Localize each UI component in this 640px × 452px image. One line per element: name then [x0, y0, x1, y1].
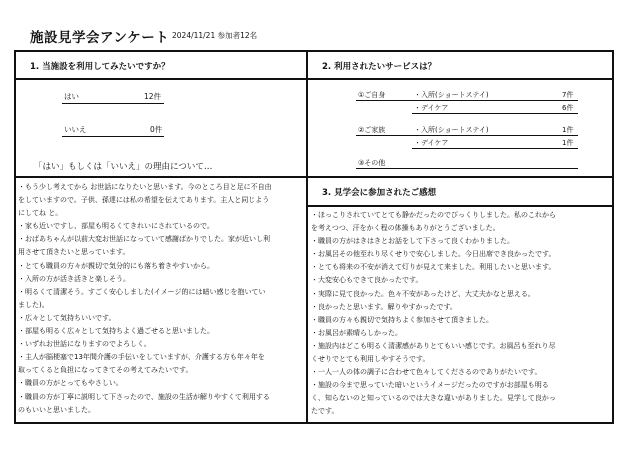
q3-line: ・とても将来の不安が消えて灯りが見えて来ました。利用したいと思います。: [311, 263, 556, 272]
reason-line: 用させて頂きたいと思っています。: [18, 248, 130, 257]
q3-line: く、知らないのと知っているのでは大きな違いがありました。見学して良かっ: [311, 394, 556, 403]
reason-line: ・もう少し考えてから お世話になりたいと思います。今のところ目と足に不自由: [18, 183, 272, 191]
reason-line: 取ってくると負担になってきてその考えてみたいです。: [18, 366, 193, 375]
reason-title: 「はい」もしくは「いいえ」の理由について…: [34, 162, 213, 172]
q3-title-divider: [306, 205, 614, 207]
q3-line: くせりでとても利用しやすそうです。: [311, 355, 430, 364]
reason-line: をしていますので。子供、孫達には私の希望を伝えてあります。主人と同じよう: [18, 196, 270, 205]
reason-line: ・家も近いですし、部屋も明るくてきれいにされているので。: [18, 222, 214, 231]
q2-item-count: 1件: [562, 126, 574, 134]
q2-underline: [412, 148, 578, 149]
reason-line: ・職員の方がとってもやさしい。: [18, 379, 123, 388]
q3-top-divider: [306, 176, 614, 178]
reason-line: ました)。: [18, 300, 49, 309]
reason-top-divider: [14, 176, 308, 178]
q2-item-count: 1件: [562, 139, 574, 147]
q3-line: ・良かったと思います。解りやすかったです。: [311, 302, 457, 311]
reason-line: ・部屋も明るく広々として気持ちよく過ごせると思いました。: [18, 327, 214, 336]
q2-title: 2. 利用されたいサービスは？: [322, 62, 437, 72]
q1-underline: [62, 103, 164, 104]
q3-line: たです。: [311, 407, 339, 416]
q2-underline: [356, 100, 578, 101]
q3-line: ・職員の方々も親切で気持ちよく参加させて頂きました。: [311, 315, 493, 324]
q1-option-count: 0件: [150, 125, 163, 134]
q3-line: を考えつつ、汗をかく程の体操もありがとうございました。: [311, 224, 500, 233]
q3-line: ・施設内はどこも明るく清潔感がありとてもいい感じです。お風呂も至れり尽: [311, 341, 556, 350]
q2-underline: [412, 113, 578, 114]
reason-line: ・広々として気持ちいいです。: [18, 313, 116, 322]
header-divider: [14, 78, 614, 80]
reason-line: ・いずれお世話になりますのでよろしく。: [18, 340, 151, 349]
q2-group-label: ①ご自身: [358, 91, 386, 99]
q2-item-name: ・入所(ショートステイ): [414, 91, 489, 99]
q2-group-label: ②ご家族: [358, 126, 386, 134]
reason-line: のもいいと思いました。: [18, 405, 95, 414]
reason-line: ・明るくて清潔そう。すごく安心しました(イメージ的には暗い感じを抱いてい: [18, 287, 266, 296]
q3-line: ・ほっこりされていてとても静かだったのでびっくりしました。私のこれから: [311, 211, 556, 219]
q1-title: 1. 当施設を利用してみたいですか？: [30, 62, 170, 72]
q1-option-label: いいえ: [64, 125, 87, 134]
survey-meta: 2024/11/21 参加者12名: [172, 31, 258, 40]
reason-line: ・とても職員の方々が親切で気分的にも落ち着きやすいから。: [18, 261, 214, 270]
q3-title: 3. 見学会に参加されたご感想: [322, 188, 437, 198]
q3-list: [311, 209, 611, 419]
q2-underline: [356, 135, 578, 136]
q3-line: ・お風呂が素晴らしかった。: [311, 328, 402, 337]
q3-line: ・大変安心もできて良かったです。: [311, 276, 423, 285]
q3-line: ・一人一人の体の調子に合わせて色々してくださるのでありがたいです。: [311, 368, 542, 377]
reason-list: [18, 181, 304, 417]
q2-item-count: 7件: [562, 91, 574, 99]
q1-option-count: 12件: [144, 92, 162, 101]
reason-line: ・おばあちゃんが以前大変お世話になっていて感謝ばかりでした。家が近いし利: [18, 235, 270, 244]
q3-line: ・お風呂その他至れり尽くせりで安心しました。今日出席でき良かったです。: [311, 250, 556, 259]
q3-line: ・施設の今まで思っていた暗いというイメージだったのですがお部屋も明る: [311, 381, 549, 390]
reason-line: にしてね と。: [18, 209, 63, 218]
q2-item-name: ・入所(ショートステイ): [414, 126, 489, 134]
reason-line: ・入所の方が活き活きと楽しそう。: [18, 274, 130, 283]
page-title: 施設見学会アンケート: [30, 30, 170, 46]
q2-group-label: ③その他: [358, 159, 386, 167]
q2-item-name: ・デイケア: [414, 139, 449, 147]
reason-line: ・職員の方が丁寧に説明して下さったので、施設の生活が解りやすくて利用する: [18, 392, 270, 401]
reason-line: ・主人が脳梗塞で13年間介護の手伝いをしていますが、介護する方も年々年を: [18, 353, 265, 362]
q3-line: ・職員の方がはきはきとお話をして下さって良くわかりました。: [311, 237, 514, 246]
q3-line: ・実際に見て良かった。色々不安があったけど、大丈夫かなと思える。: [311, 289, 535, 298]
q2-item-count: 6件: [562, 104, 574, 112]
q2-underline: [356, 168, 578, 169]
q2-item-name: ・デイケア: [414, 104, 449, 112]
q1-option-label: はい: [64, 92, 79, 101]
column-divider: [306, 50, 308, 424]
q1-underline: [62, 136, 164, 137]
